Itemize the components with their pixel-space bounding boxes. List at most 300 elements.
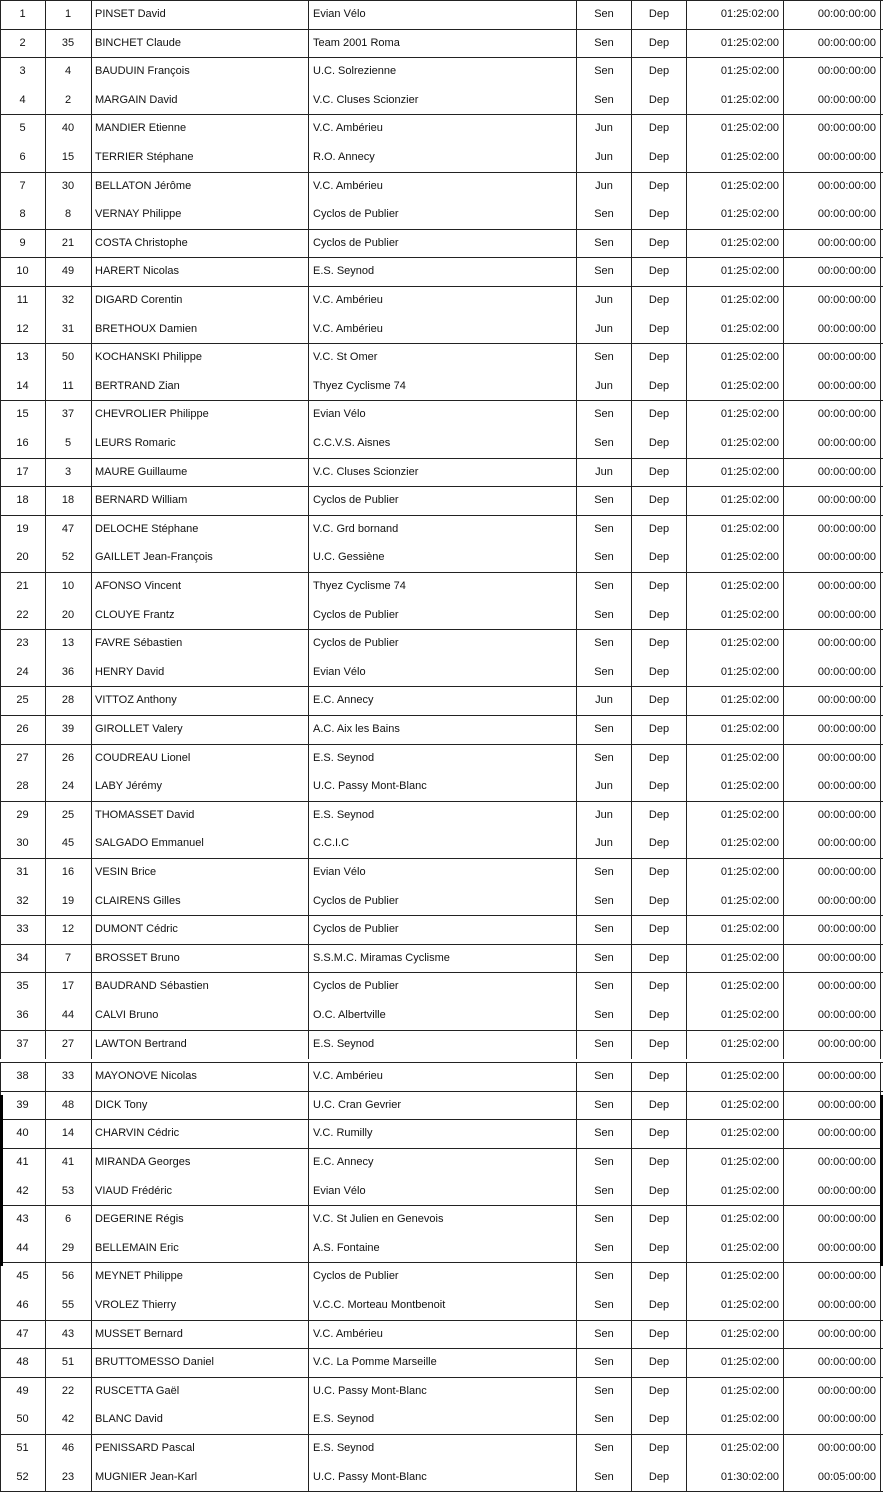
category-cell: Jun <box>595 179 613 192</box>
bib-cell: 29 <box>61 1241 75 1254</box>
column-divider <box>91 1062 92 1492</box>
time-cell: 01:25:02:00 <box>720 1213 779 1226</box>
bib-cell: 49 <box>61 265 75 278</box>
page-edge-bar <box>0 1095 3 1267</box>
column-divider <box>308 0 309 1059</box>
gap-cell: 00:00:00:00 <box>817 1299 876 1311</box>
time-cell: 01:25:02:00 <box>720 837 779 850</box>
rank-cell: 44 <box>16 1241 29 1254</box>
type-cell: Dep <box>648 65 670 78</box>
type-cell: Dep <box>648 894 670 907</box>
gap-cell: 00:00:00:00 <box>817 780 876 793</box>
time-cell: 01:25:02:00 <box>720 179 779 192</box>
rank-cell: 43 <box>16 1213 29 1226</box>
gap-cell: 00:00:00:00 <box>817 1184 876 1197</box>
gap-cell: 00:00:00:00 <box>817 580 876 592</box>
rank-cell: 29 <box>16 808 29 821</box>
club-cell: Evian Vélo <box>313 665 366 678</box>
column-divider <box>45 0 46 1059</box>
rider-name-cell: VROLEZ Thierry <box>95 1299 177 1311</box>
club-cell: Cyclos de Publier <box>313 923 399 936</box>
bib-cell: 45 <box>61 837 75 850</box>
category-cell: Sen <box>594 437 614 449</box>
club-cell: A.C. Aix les Bains <box>313 723 400 735</box>
time-cell: 01:25:02:00 <box>720 694 779 707</box>
bib-cell: 27 <box>61 1037 75 1050</box>
time-cell: 01:25:02:00 <box>720 208 779 221</box>
type-cell: Dep <box>648 1009 670 1021</box>
rider-name-cell: SALGADO Emmanuel <box>95 837 204 850</box>
category-cell: Sen <box>594 923 614 936</box>
column-divider <box>576 0 577 1059</box>
rank-cell: 38 <box>16 1070 29 1083</box>
table-row <box>0 0 883 29</box>
gap-cell: 00:00:00:00 <box>817 1009 876 1021</box>
type-cell: Dep <box>648 322 670 335</box>
category-cell: Jun <box>595 780 613 793</box>
rider-name-cell: COSTA Christophe <box>95 236 188 249</box>
type-cell: Dep <box>648 236 670 249</box>
club-cell: C.C.I.C <box>313 837 350 850</box>
gap-cell: 00:00:00:00 <box>817 294 876 306</box>
type-cell: Dep <box>648 1470 670 1483</box>
rider-name-cell: BERNARD William <box>95 494 188 507</box>
type-cell: Dep <box>648 1184 670 1197</box>
column-divider <box>686 0 687 1059</box>
time-cell: 01:25:02:00 <box>720 780 779 793</box>
club-cell: V.C. Ambérieu <box>313 1070 383 1083</box>
rider-name-cell: BINCHET Claude <box>95 36 181 49</box>
time-cell: 01:25:02:00 <box>720 1413 779 1426</box>
gap-cell: 00:00:00:00 <box>817 36 876 49</box>
rider-name-cell: VIAUD Frédéric <box>95 1184 173 1197</box>
time-cell: 01:25:02:00 <box>720 923 779 936</box>
rank-cell: 30 <box>16 837 29 850</box>
club-cell: E.C. Annecy <box>313 694 374 707</box>
type-cell: Dep <box>648 1156 670 1168</box>
table-row <box>0 57 883 86</box>
type-cell: Dep <box>648 179 670 192</box>
time-cell: 01:25:02:00 <box>720 294 779 306</box>
club-cell: Evian Vélo <box>313 866 366 878</box>
type-cell: Dep <box>648 351 670 364</box>
category-cell: Sen <box>594 36 614 49</box>
gap-cell: 00:00:00:00 <box>817 379 876 392</box>
category-cell: Sen <box>594 1098 614 1111</box>
gap-cell: 00:00:00:00 <box>817 951 876 964</box>
gap-cell: 00:00:00:00 <box>817 694 876 707</box>
category-cell: Sen <box>594 8 614 20</box>
table-row <box>0 400 883 429</box>
bib-cell: 51 <box>61 1356 75 1369</box>
rank-cell: 16 <box>16 437 29 449</box>
bib-cell: 24 <box>61 780 75 793</box>
bib-cell: 17 <box>61 980 75 993</box>
time-cell: 01:25:02:00 <box>720 265 779 278</box>
bib-cell: 13 <box>61 637 75 650</box>
bib-cell: 10 <box>61 580 75 592</box>
category-cell: Jun <box>595 322 613 335</box>
category-cell: Sen <box>594 208 614 221</box>
category-cell: Sen <box>594 980 614 993</box>
table-row <box>0 1463 883 1492</box>
rider-name-cell: CLAIRENS Gilles <box>95 894 181 907</box>
club-cell: E.S. Seynod <box>313 1037 375 1050</box>
table-row <box>0 372 883 401</box>
club-cell: E.S. Seynod <box>313 751 375 764</box>
gap-cell: 00:00:00:00 <box>817 608 876 621</box>
rank-cell: 34 <box>16 951 29 964</box>
type-cell: Dep <box>648 808 670 821</box>
column-divider <box>880 0 881 1059</box>
time-cell: 01:25:02:00 <box>720 351 779 364</box>
bib-cell: 56 <box>61 1270 75 1283</box>
rider-name-cell: BERTRAND Zian <box>95 379 180 392</box>
time-cell: 01:25:02:00 <box>720 951 779 964</box>
table-row <box>0 515 883 544</box>
time-cell: 01:25:02:00 <box>720 236 779 249</box>
time-cell: 01:25:02:00 <box>720 1127 779 1140</box>
club-cell: V.C. Ambérieu <box>313 179 383 192</box>
rank-cell: 48 <box>16 1356 29 1369</box>
club-cell: V.C. Ambérieu <box>313 322 383 335</box>
rank-cell: 7 <box>19 179 26 192</box>
time-cell: 01:25:02:00 <box>720 894 779 907</box>
club-cell: C.C.V.S. Aisnes <box>313 437 391 449</box>
table-row <box>0 315 883 344</box>
club-cell: Thyez Cyclisme 74 <box>313 379 406 392</box>
rider-name-cell: DELOCHE Stéphane <box>95 522 199 535</box>
table-row <box>0 858 883 887</box>
bib-cell: 30 <box>61 179 75 192</box>
rank-cell: 15 <box>16 408 29 421</box>
bib-cell: 37 <box>61 408 75 421</box>
rank-cell: 42 <box>16 1184 29 1197</box>
club-cell: U.C. Gessiène <box>313 551 385 564</box>
table-row <box>0 1348 883 1377</box>
rider-name-cell: DUMONT Cédric <box>95 923 178 936</box>
bib-cell: 23 <box>61 1470 75 1483</box>
club-cell: U.C. Passy Mont-Blanc <box>313 1470 427 1483</box>
bib-cell: 47 <box>61 522 75 535</box>
rider-name-cell: GIROLLET Valery <box>95 723 183 735</box>
category-cell: Jun <box>595 694 613 707</box>
rider-name-cell: BRUTTOMESSO Daniel <box>95 1356 214 1369</box>
club-cell: U.C. Cran Gevrier <box>313 1098 402 1111</box>
type-cell: Dep <box>648 522 670 535</box>
time-cell: 01:25:02:00 <box>720 1098 779 1111</box>
rank-cell: 26 <box>16 723 29 735</box>
category-cell: Sen <box>594 608 614 621</box>
club-cell: E.S. Seynod <box>313 1413 375 1426</box>
bib-cell: 14 <box>61 1127 75 1140</box>
rank-cell: 22 <box>16 608 29 621</box>
rider-name-cell: CHEVROLIER Philippe <box>95 408 209 421</box>
table-row <box>0 772 883 801</box>
rank-cell: 20 <box>16 551 29 564</box>
gap-cell: 00:05:00:00 <box>817 1470 876 1483</box>
rank-cell: 21 <box>16 580 29 592</box>
club-cell: Thyez Cyclisme 74 <box>313 580 406 592</box>
gap-cell: 00:00:00:00 <box>817 179 876 192</box>
column-divider <box>45 1062 46 1492</box>
bib-cell: 11 <box>62 379 74 392</box>
type-cell: Dep <box>648 1127 670 1140</box>
rank-cell: 31 <box>16 866 29 878</box>
club-cell: V.C. Ambérieu <box>313 294 383 306</box>
type-cell: Dep <box>648 751 670 764</box>
column-divider <box>91 0 92 1059</box>
category-cell: Jun <box>595 808 613 821</box>
type-cell: Dep <box>648 151 670 163</box>
club-cell: Cyclos de Publier <box>313 494 399 507</box>
rank-cell: 1 <box>19 8 26 20</box>
type-cell: Dep <box>648 265 670 278</box>
category-cell: Sen <box>594 665 614 678</box>
table-row <box>0 915 883 944</box>
category-cell: Sen <box>594 1009 614 1021</box>
category-cell: Sen <box>594 93 614 106</box>
type-cell: Dep <box>648 837 670 850</box>
time-cell: 01:25:02:00 <box>720 122 779 135</box>
rank-cell: 17 <box>16 465 29 478</box>
bib-cell: 6 <box>64 1213 72 1226</box>
column-divider <box>686 1062 687 1492</box>
club-cell: R.O. Annecy <box>313 151 375 163</box>
club-cell: Cyclos de Publier <box>313 894 399 907</box>
gap-cell: 00:00:00:00 <box>817 208 876 221</box>
type-cell: Dep <box>648 1384 670 1397</box>
category-cell: Sen <box>594 65 614 78</box>
gap-cell: 00:00:00:00 <box>817 437 876 449</box>
bib-cell: 3 <box>64 465 72 478</box>
category-cell: Sen <box>594 723 614 735</box>
bib-cell: 40 <box>61 122 75 135</box>
time-cell: 01:25:02:00 <box>720 665 779 678</box>
club-cell: Evian Vélo <box>313 1184 366 1197</box>
gap-cell: 00:00:00:00 <box>817 522 876 535</box>
time-cell: 01:25:02:00 <box>720 1270 779 1283</box>
category-cell: Sen <box>594 1037 614 1050</box>
rider-name-cell: GAILLET Jean-François <box>95 551 213 564</box>
type-cell: Dep <box>648 208 670 221</box>
rank-cell: 13 <box>16 351 29 364</box>
type-cell: Dep <box>648 723 670 735</box>
bib-cell: 5 <box>64 437 72 449</box>
bib-cell: 42 <box>61 1413 75 1426</box>
club-cell: E.S. Seynod <box>313 808 375 821</box>
rank-cell: 47 <box>16 1327 29 1340</box>
gap-cell: 00:00:00:00 <box>817 1156 876 1168</box>
type-cell: Dep <box>648 1442 670 1454</box>
bib-cell: 20 <box>61 608 75 621</box>
type-cell: Dep <box>648 494 670 507</box>
rider-name-cell: PENISSARD Pascal <box>95 1442 195 1454</box>
category-cell: Jun <box>595 122 613 135</box>
rank-cell: 52 <box>16 1470 29 1483</box>
rank-cell: 28 <box>16 780 29 793</box>
rider-name-cell: DEGERINE Régis <box>95 1213 184 1226</box>
bib-cell: 33 <box>61 1070 75 1083</box>
type-cell: Dep <box>648 580 670 592</box>
table-row <box>0 114 883 143</box>
rank-cell: 11 <box>16 294 29 306</box>
rider-name-cell: VESIN Brice <box>95 866 157 878</box>
club-cell: Evian Vélo <box>313 408 366 421</box>
category-cell: Sen <box>594 551 614 564</box>
type-cell: Dep <box>648 866 670 878</box>
type-cell: Dep <box>648 1270 670 1283</box>
type-cell: Dep <box>648 294 670 306</box>
rank-cell: 39 <box>16 1098 29 1111</box>
rider-name-cell: COUDREAU Lionel <box>95 751 191 764</box>
table-row <box>0 972 883 1001</box>
club-cell: Cyclos de Publier <box>313 637 399 650</box>
table-row <box>0 1001 883 1030</box>
rank-cell: 46 <box>16 1299 29 1311</box>
gap-cell: 00:00:00:00 <box>817 93 876 106</box>
type-cell: Dep <box>648 551 670 564</box>
type-cell: Dep <box>648 122 670 135</box>
time-cell: 01:25:02:00 <box>720 608 779 621</box>
time-cell: 01:25:02:00 <box>720 1156 779 1168</box>
gap-cell: 00:00:00:00 <box>817 1327 876 1340</box>
rider-name-cell: HENRY David <box>95 665 165 678</box>
bib-cell: 16 <box>61 866 75 878</box>
table-row <box>0 1091 883 1120</box>
rider-name-cell: MEYNET Philippe <box>95 1270 183 1283</box>
table-row <box>0 200 883 229</box>
table-row <box>0 1205 883 1234</box>
rank-cell: 25 <box>16 694 29 707</box>
time-cell: 01:25:02:00 <box>720 1442 779 1454</box>
table-row <box>0 1377 883 1406</box>
time-cell: 01:30:02:00 <box>720 1470 779 1483</box>
time-cell: 01:25:02:00 <box>720 8 779 20</box>
gap-cell: 00:00:00:00 <box>817 465 876 478</box>
rider-name-cell: BAUDUIN François <box>95 65 190 78</box>
gap-cell: 00:00:00:00 <box>817 1270 876 1283</box>
rank-cell: 23 <box>16 637 29 650</box>
club-cell: V.C. Cluses Scionzier <box>313 93 419 106</box>
table-row <box>0 1148 883 1177</box>
club-cell: U.C. Solrezienne <box>313 65 397 78</box>
gap-cell: 00:00:00:00 <box>817 723 876 735</box>
table-row <box>0 629 883 658</box>
club-cell: Cyclos de Publier <box>313 980 399 993</box>
rank-cell: 45 <box>16 1270 29 1283</box>
table-row <box>0 1234 883 1263</box>
rank-cell: 19 <box>16 522 29 535</box>
bib-cell: 48 <box>61 1098 75 1111</box>
bib-cell: 4 <box>64 65 72 78</box>
rank-cell: 36 <box>16 1009 29 1021</box>
time-cell: 01:25:02:00 <box>720 551 779 564</box>
category-cell: Sen <box>594 408 614 421</box>
rank-cell: 4 <box>19 93 26 106</box>
bib-cell: 32 <box>61 294 75 306</box>
column-divider <box>783 0 784 1059</box>
bib-cell: 21 <box>61 236 75 249</box>
category-cell: Sen <box>594 1184 614 1197</box>
type-cell: Dep <box>648 665 670 678</box>
gap-cell: 00:00:00:00 <box>817 751 876 764</box>
rank-cell: 27 <box>16 751 29 764</box>
rider-name-cell: BROSSET Bruno <box>95 951 180 964</box>
club-cell: V.C.C. Morteau Montbenoit <box>313 1299 446 1311</box>
time-cell: 01:25:02:00 <box>720 522 779 535</box>
table-row <box>0 1291 883 1320</box>
table-row <box>0 1119 883 1148</box>
gap-cell: 00:00:00:00 <box>817 894 876 907</box>
rider-name-cell: VITTOZ Anthony <box>95 694 177 707</box>
rank-cell: 10 <box>16 265 29 278</box>
time-cell: 01:25:02:00 <box>720 980 779 993</box>
club-cell: V.C. Rumilly <box>313 1127 373 1140</box>
gap-cell: 00:00:00:00 <box>817 1070 876 1083</box>
rider-name-cell: TERRIER Stéphane <box>95 151 194 163</box>
bib-cell: 36 <box>61 665 75 678</box>
category-cell: Sen <box>594 1213 614 1226</box>
gap-cell: 00:00:00:00 <box>817 1384 876 1397</box>
type-cell: Dep <box>648 923 670 936</box>
category-cell: Sen <box>594 580 614 592</box>
type-cell: Dep <box>648 93 670 106</box>
gap-cell: 00:00:00:00 <box>817 866 876 878</box>
rider-name-cell: BAUDRAND Sébastien <box>95 980 209 993</box>
type-cell: Dep <box>648 1037 670 1050</box>
table-row <box>0 1405 883 1434</box>
category-cell: Jun <box>595 151 613 163</box>
club-cell: E.S. Seynod <box>313 1442 375 1454</box>
table-row <box>0 1434 883 1463</box>
gap-cell: 00:00:00:00 <box>817 8 876 20</box>
time-cell: 01:25:02:00 <box>720 866 779 878</box>
rank-cell: 35 <box>16 980 29 993</box>
category-cell: Sen <box>594 1327 614 1340</box>
time-cell: 01:25:02:00 <box>720 751 779 764</box>
bib-cell: 18 <box>61 494 75 507</box>
table-row <box>0 829 883 858</box>
rider-name-cell: PINSET David <box>95 8 166 20</box>
rider-name-cell: THOMASSET David <box>95 808 195 821</box>
rank-cell: 51 <box>16 1442 29 1454</box>
category-cell: Sen <box>594 637 614 650</box>
time-cell: 01:25:02:00 <box>720 637 779 650</box>
category-cell: Sen <box>594 265 614 278</box>
rider-name-cell: CHARVIN Cédric <box>95 1127 180 1140</box>
column-divider <box>308 1062 309 1492</box>
category-cell: Sen <box>594 522 614 535</box>
bib-cell: 12 <box>61 923 75 936</box>
bib-cell: 22 <box>61 1384 75 1397</box>
gap-cell: 00:00:00:00 <box>817 808 876 821</box>
club-cell: E.S. Seynod <box>313 265 375 278</box>
category-cell: Sen <box>594 494 614 507</box>
type-cell: Dep <box>648 8 670 20</box>
gap-cell: 00:00:00:00 <box>817 408 876 421</box>
table-row <box>0 458 883 487</box>
type-cell: Dep <box>648 1213 670 1226</box>
time-cell: 01:25:02:00 <box>720 65 779 78</box>
rank-cell: 50 <box>16 1413 29 1426</box>
gap-cell: 00:00:00:00 <box>817 1127 876 1140</box>
table-row <box>0 543 883 572</box>
time-cell: 01:25:02:00 <box>720 1356 779 1369</box>
type-cell: Dep <box>648 408 670 421</box>
rider-name-cell: CLOUYE Frantz <box>95 608 175 621</box>
category-cell: Jun <box>595 294 613 306</box>
